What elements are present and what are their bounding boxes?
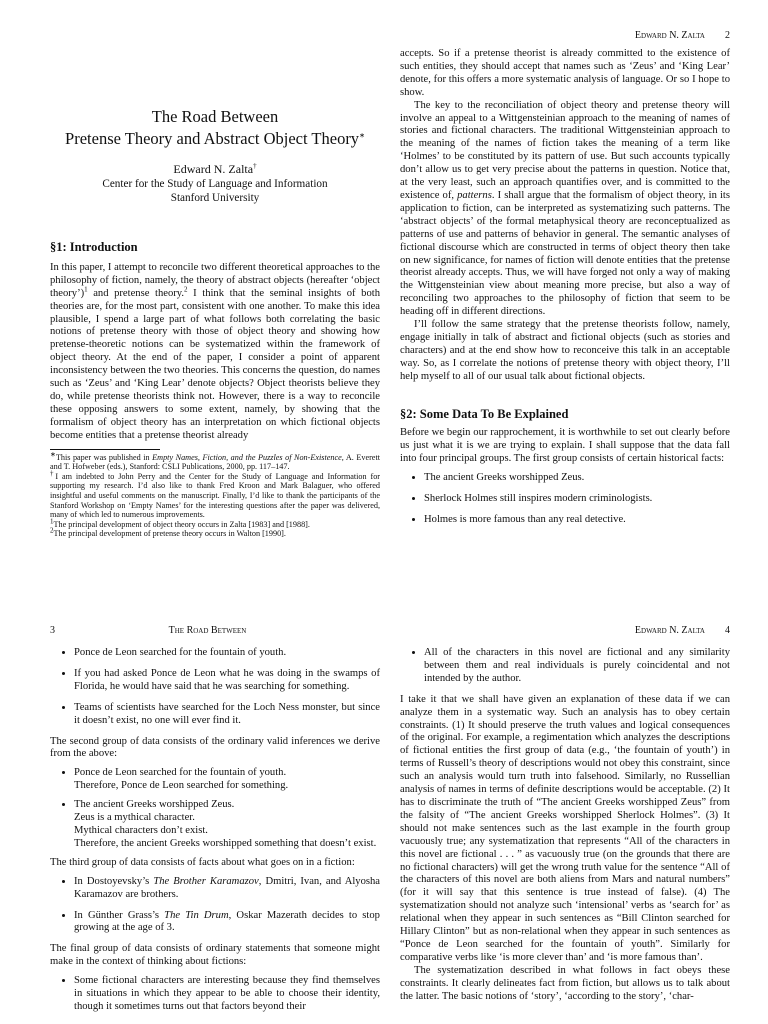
paragraph: I take it that we shall have given an explanation of these data if we can analyze them in a systematic way. Such an analysis has to obey certain constraints. (1) It should preserve the truth values and logical consequences of the original. For example, a regimentation which analyzes the descriptions of fictional entities the first group of data (e.g., ‘the fountain of youth’) in terms of Russell’s theory of descriptions would not obey this constraint, since such an analysis would turn truth into falsehood. Similarly, no Russellian analysis of names in terms of definite descriptions would be acceptable. (2) It has to discriminate the truth of “The ancient Greeks worshipped Zeus” from the falsity of “The ancient Greeks worshipped Sherlock Holmes”. (3) It should not make sentences such as the last example in the fourth group vacuously true; any systematization that represents “All of the characters in this novel are fictional . . . ” as vacuously true (on the grounds that there are no fictional characters) will get the wrong truth value for the sentence “All of the characters of this novel are both aliens from Mars and natural numbers” (for it will say that this sentence is true instead of false). (4) The systematization should not analyze such ‘intensional’ verbs as ‘search for’ as relational when they appear in such sentences as “Bill Clinton searched for Hillary Clinton” but as non-relational when they appear in such sentences as “Ponce de Leon searched for the fountain of youth”. Similarly for comparative verbs like ‘is more clever than’ and ‘is more famous than’. xyxy=(400,693,730,963)
running-head-author: Edward N. Zalta xyxy=(634,30,705,41)
running-head-spacer xyxy=(360,625,380,639)
fiction-list xyxy=(50,876,380,936)
paragraph: The systematization described in what follows in fact obeys these constraints. It clearly delineates fact from fiction, but allows us to talk about the latter. The basic notions of ‘story’, ‘according to the story’, ‘char- xyxy=(400,964,730,1002)
page-2 xyxy=(400,30,730,535)
page-1 xyxy=(50,30,380,539)
list-item: • Holmes is more famous than any real detective. xyxy=(424,514,730,527)
footnote-ref-1[interactable]: 1 xyxy=(84,285,88,294)
list-item: • Teams of scientists have searched for the Loch Ness monster, but since it doesn’t exist, no one will ever find it. xyxy=(74,702,380,728)
title-footnote-mark[interactable]: ∗ xyxy=(359,131,365,140)
page-number: 2 xyxy=(725,30,730,41)
page-4 xyxy=(400,625,730,1003)
list-item: • If you had asked Ponce de Leon what he was doing in the swamps of Florida, he would have said that he was searching for something. xyxy=(74,668,380,694)
paragraph: accepts. So if a pretense theorist is already committed to the existence of such entities, they should accept that names such as ‘Zeus’ and ‘King Lear’ denote, for this offers a more systematic analysis of language. Or so I hope to show. xyxy=(400,48,730,98)
running-head-title: The Road Between xyxy=(168,625,247,636)
footnote-2: $^2$The principal development of pretense theory occurs in Walton [1990]. xyxy=(50,526,286,539)
footnote-rule xyxy=(50,449,160,450)
paragraph: The third group of data consists of facts about what goes on in a fiction: xyxy=(50,856,355,868)
footnote-1: $^1$The principal development of object theory occurs in Zalta [1983] and [1988]. xyxy=(50,517,310,529)
title-line-2: Pretense Theory and Abstract Object Theory∗ xyxy=(65,129,365,148)
page-number: 4 xyxy=(725,625,730,636)
statement-list xyxy=(50,975,380,1014)
paragraph: I’ll follow the same strategy that the pretense theorists follow, namely, engage initially in talk of abstract and fictional objects (such as stories and characters) and at the end show how to reconceive this talk in an acceptable way. So, as I correlate the notions of pretense theory with object theory, I’ll help myself to all of our usual talk about fictional objects. xyxy=(400,319,730,382)
list-item: • Some fictional characters are interesting because they find themselves in situations in which they appear to be able to choose their identity, though it sometimes turns out that factors beyond their xyxy=(74,975,380,1014)
list-item: • Ponce de Leon searched for the fountain of youth. Therefore, Ponce de Leon searched for something. xyxy=(74,767,380,793)
inference-list xyxy=(50,767,380,850)
list-item: • Sherlock Holmes still inspires modern criminologists. xyxy=(424,493,730,506)
statement-list xyxy=(400,647,730,686)
footnote-dagger: †I am indebted to John Perry and the Center for the Study of Language and Information for supporting my research. I’d also like to thank Fred Kroon and Mark Balaguer, who offered insightful and useful comments on the manuscript. Finally, I’d like to thank the participants of the Stanford Workshop on ‘Empty Names’ for the interesting questions after the paper was delivered, many of which led to numerous improvements. xyxy=(50,469,381,520)
author-footnote-mark[interactable]: † xyxy=(253,162,257,170)
paper-title xyxy=(50,106,380,150)
list-item: • In Dostoyevsky’s The Brother Karamazov, Dmitri, Ivan, and Alyosha Karamazov are brothers. xyxy=(74,876,380,902)
paragraph: The final group of data consists of ordinary statements that someone might make in the context of thinking about fictions: xyxy=(50,943,380,968)
page-number: 3 xyxy=(50,625,55,636)
running-head xyxy=(50,625,380,639)
footnote-ref-2[interactable]: 2 xyxy=(184,285,188,294)
list-item: • The ancient Greeks worshipped Zeus. xyxy=(424,472,730,485)
author-name: Edward N. Zalta† xyxy=(173,162,257,176)
section-2-heading: §2: Some Data To Be Explained xyxy=(400,406,569,421)
running-head xyxy=(400,30,730,44)
page-3 xyxy=(50,625,380,1022)
running-head-author: Edward N. Zalta xyxy=(634,625,705,636)
intro-paragraph: In this paper, I attempt to reconcile two different theoretical approaches to the philosophy of fiction, namely, the theory of abstract objects (hereafter ‘object theory’)$^1$ and pretense theory.$^2$ I think that the seminal insights of both theories are, for the most part, consistent with one another. To make this idea plausible, I spend a large part of what follows both correlating the basic notions of pretense theory with those of object theory and showing how pretense-theoretic notions can be systematized within the framework of object theory. At the end of the paper, I consider a point of apparent inconsistency between the two theories. This concerns the question, do names such as ‘Zeus’ and ‘King Lear’ denote objects? Object theorists believe they do, while pretense theorists think not. However, there is a way to reconcile these opposing answers to some extent, namely, by showing that the formalism of object theory has an interpretation on which fictional objects become entities that a pretense theorist already xyxy=(50,261,380,441)
title-line-1: The Road Between xyxy=(151,107,279,126)
list-item: • In Günther Grass’s The Tin Drum, Oskar Mazerath decides to stop growing at the age of 3. xyxy=(74,910,380,936)
footnote-star: ∗This paper was published in Empty Names, Fiction, and the Puzzles of Non-Existence, A. Everett and T. Hofweber (eds.), Stanford: CSLI Publications, 2000, pp. 117–147. xyxy=(50,449,380,472)
running-head xyxy=(400,625,730,639)
paragraph: The key to the reconciliation of object theory and pretense theory will involve an appeal to a Wittgensteinian approach to the meaning of names of stories and fictional characters. The traditional Wittgensteinian approach to the meaning of the names of fiction takes the meaning of a term like ‘Holmes’ to be constituted by its pattern of use. But such accounts typically don’t allow us to get very precise about the patterns in question. Notice that, at the very least, such an approach quantifies over, and is committed to the existence of, patterns. I shall argue that the formalism of object theory, in its application to fiction, can be interpreted as systematizing such patterns. The ‘abstract objects’ of the formal metaphysical theory are reconceptualized as patterns of use and patterns of behavior in general. The semantic analyses of fictional discourse which are constructed in terms of object theory then take on new significance, for names of fiction will denote entities that the pretense theorist already accepts. Thus, we will have forged not only a way of making the Wittgensteinian view about meaning more precise, but also a way of reconciling two approaches to the philosophy of fiction that seem to be heading off in different directions. xyxy=(400,99,730,318)
list-item: • The ancient Greeks worshipped Zeus. Zeus is a mythical character. Mythical characters don’t exist. Therefore, the ancient Greeks worshipped something that doesn’t exist. xyxy=(74,799,380,851)
list-item: • Ponce de Leon searched for the fountain of youth. xyxy=(74,647,380,660)
paragraph: The second group of data consists of the ordinary valid inferences we derive from the above: xyxy=(50,735,380,760)
section-1-heading: §1: Introduction xyxy=(50,240,138,254)
data-list xyxy=(400,472,730,527)
affiliation-line-2: Stanford University xyxy=(170,192,260,204)
list-item: • All of the characters in this novel are fictional and any similarity between them and real individuals is purely coincidental and not intended by the author. xyxy=(424,647,730,686)
affiliation-line-1: Center for the Study of Language and Information xyxy=(102,178,328,190)
data-list xyxy=(50,647,380,728)
paragraph: Before we begin our rapprochement, it is worthwhile to set out clearly before us just what it is we are trying to explain. I shall suppose that the data fall into four principal groups. The first group consists of certain historical facts: xyxy=(400,427,730,465)
